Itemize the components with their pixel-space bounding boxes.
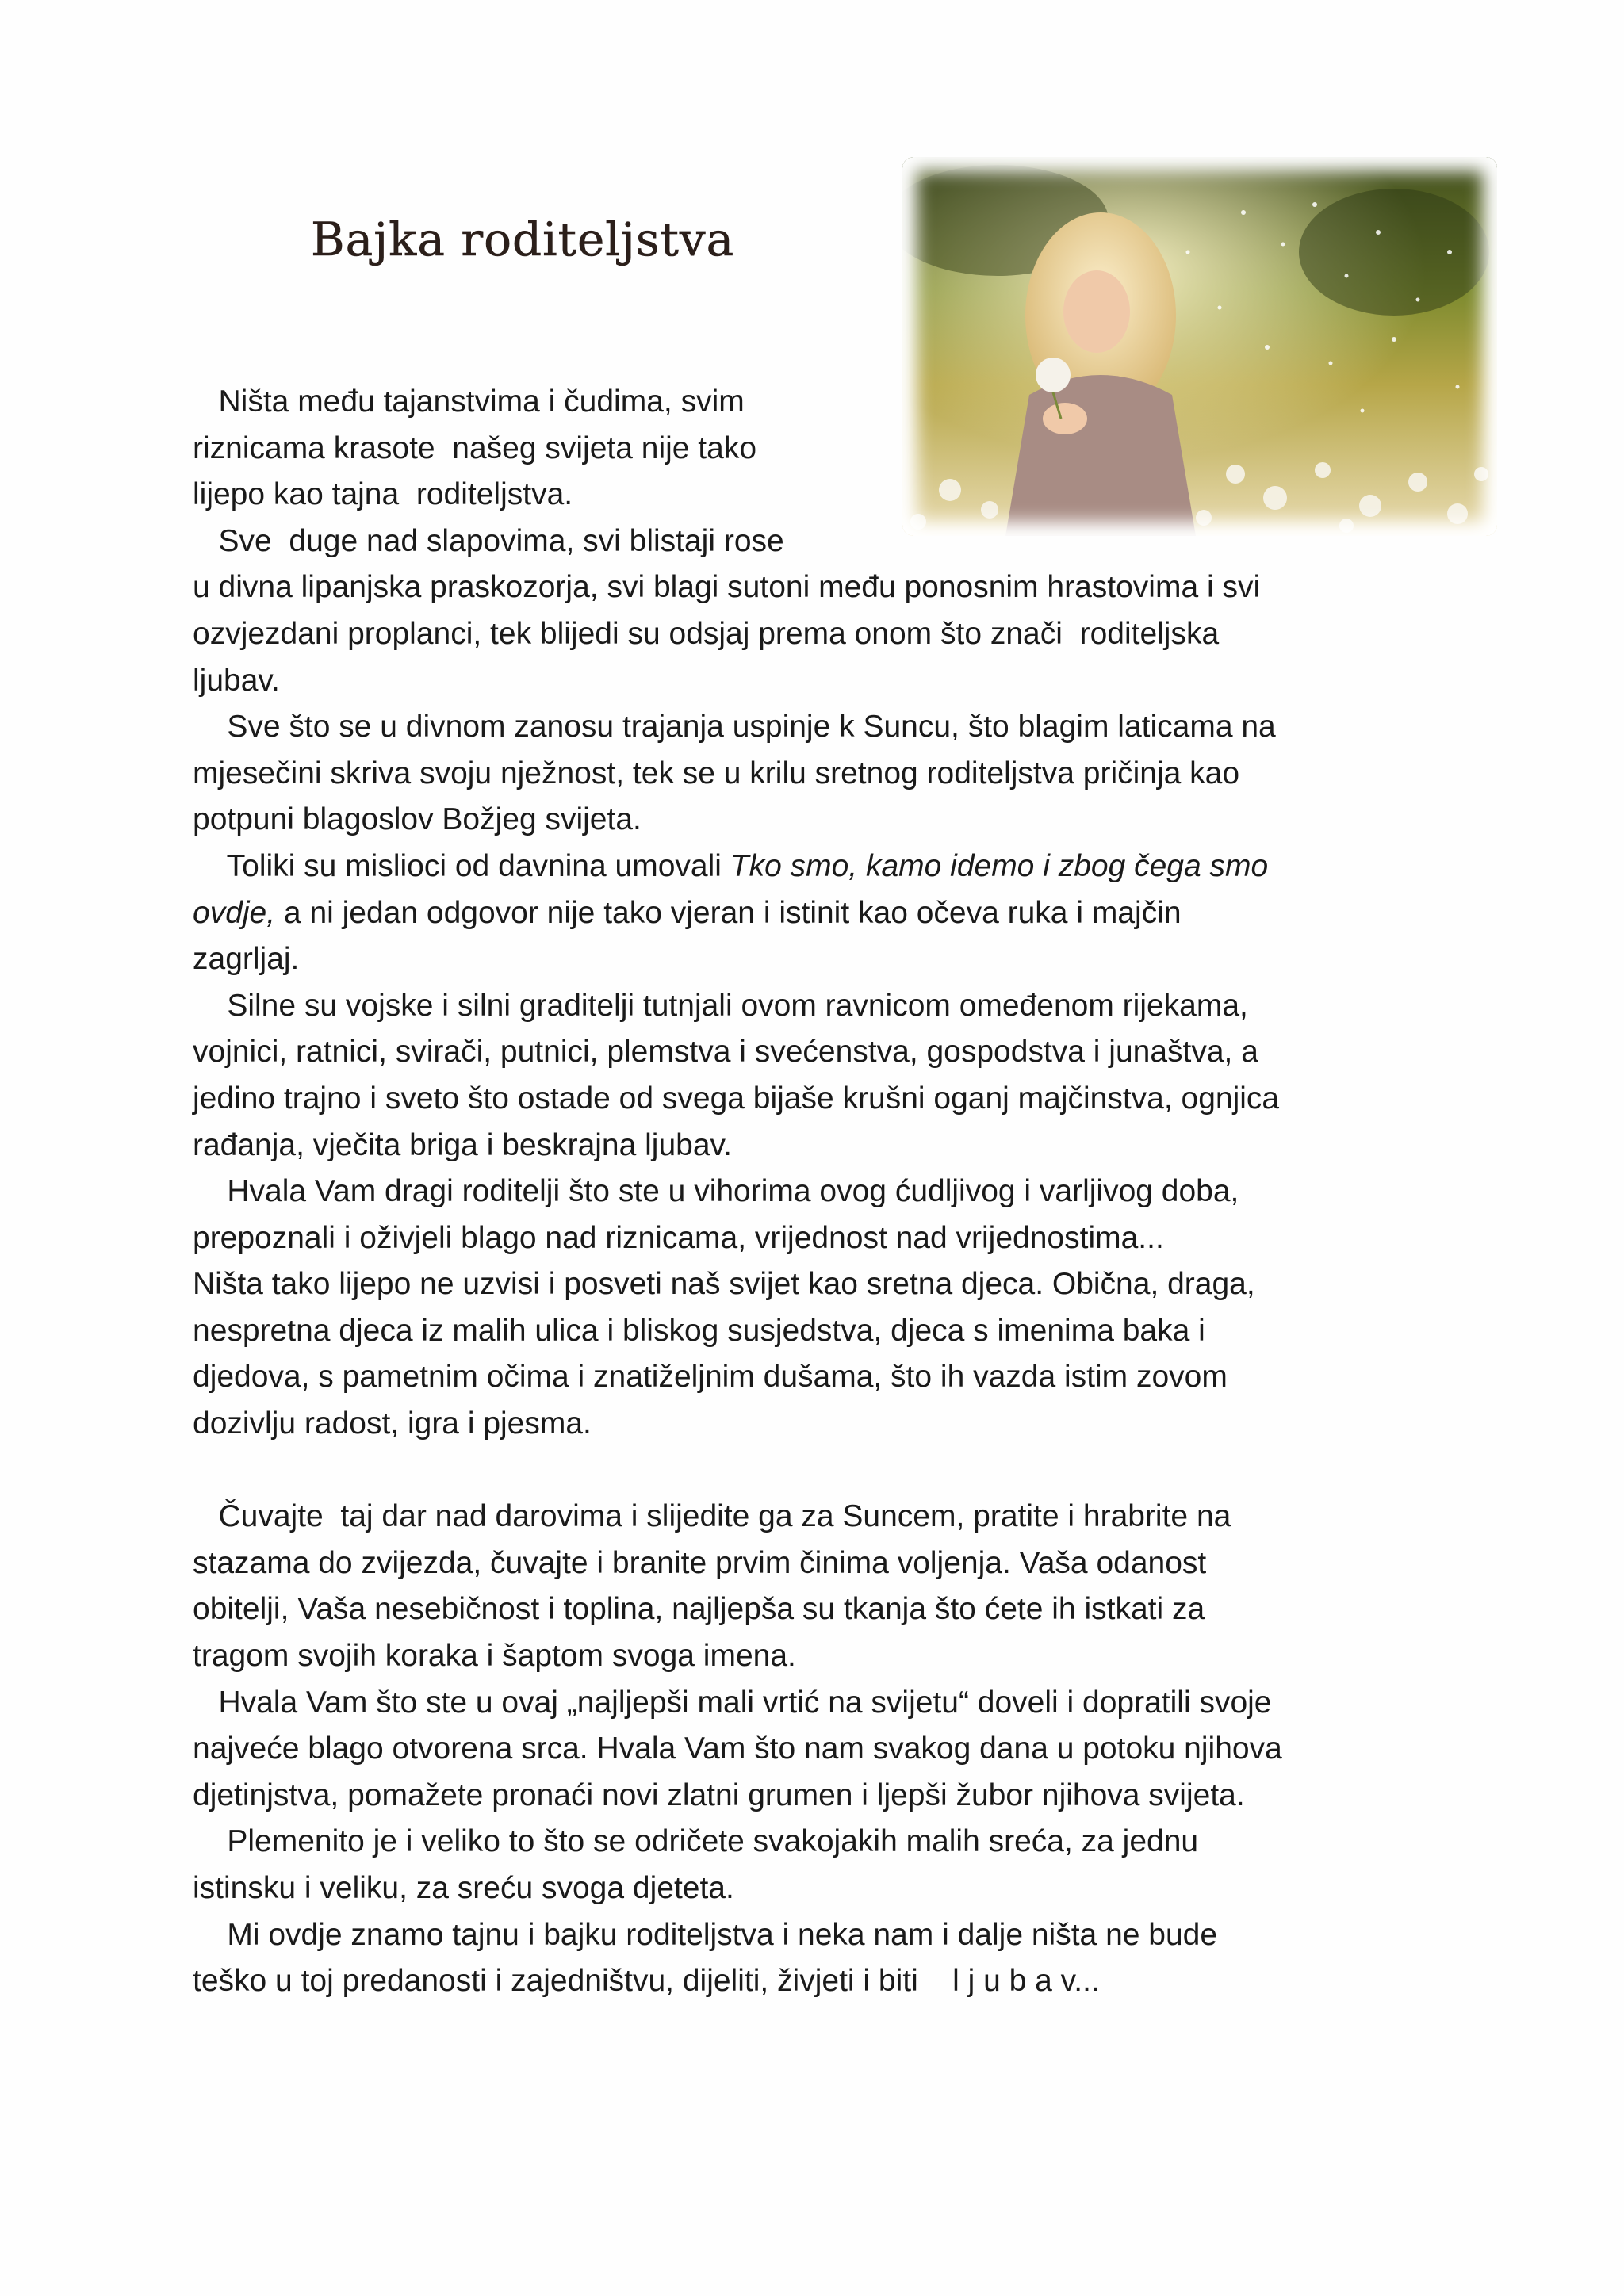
text-line: prepoznali i oživjeli blago nad riznicama, vrijednost nad vrijednostima... — [193, 1220, 1164, 1255]
text-line: Plemenito je i veliko to što se odričete svakojakih malih sreća, za jednu — [193, 1824, 1199, 1859]
italic-question-end: ovdje, — [193, 895, 276, 930]
text-line: ljubav. — [193, 663, 280, 698]
text-line: ozvjezdani proplanci, tek blijedi su odsjaj prema onom što znači roditeljska — [193, 616, 1220, 651]
text-line-mixed — [193, 844, 1446, 890]
italic-question: Tko smo, kamo idemo i zbog čega smo — [730, 848, 1269, 883]
text-line: Sve što se u divnom zanosu trajanja uspinje k Suncu, što blagim laticama na — [193, 710, 1276, 744]
text-line: Silne su vojske i silni graditelji tutnjali ovom ravnicom omeđenom rijekama, — [193, 988, 1248, 1023]
text-line: dozivlju radost, igra i pjesma. — [193, 1406, 592, 1441]
text-line: djedova, s pametnim očima i znatiželjnim dušama, što ih vazda istim zovom — [193, 1360, 1228, 1395]
text-segment: Toliki su mislioci od davnina umovali — [193, 848, 730, 883]
text-line: mjesečini skriva svoju nježnost, tek se u krilu sretnog roditeljstva pričinja kao — [193, 756, 1240, 790]
text-segment: a ni jedan odgovor nije tako vjeran i istinit kao očeva ruka i majčin — [275, 895, 1182, 930]
text-line: djetinjstva, pomažete pronaći novi zlatni grumen i ljepši žubor njihova svijeta. — [193, 1777, 1245, 1812]
text-line: potpuni blagoslov Božjeg svijeta. — [193, 802, 642, 837]
document-title: Bajka roditeljstva — [311, 212, 735, 266]
text-line: stazama do zvijezda, čuvajte i branite prvim činima voljenja. Vaša odanost — [193, 1545, 1207, 1580]
text-line: rađanja, vječita briga i beskrajna ljubav. — [193, 1127, 732, 1162]
text-line: vojnici, ratnici, svirači, putnici, plemstva i svećenstva, gospodstva i junaštva, a — [193, 1035, 1258, 1070]
document-body — [193, 379, 1446, 2005]
text-line: obitelji, Vaša nesebičnost i toplina, najljepša su tkanja što ćete ih istkati za — [193, 1592, 1205, 1627]
paragraph-gap — [193, 1448, 1446, 1494]
text-line: Ništa tako lijepo ne uzvisi i posveti naš svijet kao sretna djeca. Obična, draga, — [193, 1267, 1255, 1302]
text-line: Hvala Vam što ste u ovaj „najljepši mali vrtić na svijetu“ doveli i dopratili svoje — [193, 1685, 1272, 1720]
text-line: nespretna djeca iz malih ulica i bliskog susjedstva, djeca s imenima baka i — [193, 1313, 1205, 1348]
text-line: Ništa među tajanstvima i čudima, svim — [193, 385, 745, 419]
text-line: Mi ovdje znamo tajnu i bajku roditeljstva i neka nam i dalje ništa ne bude — [193, 1917, 1218, 1952]
text-line: najveće blago otvorena srca. Hvala Vam što nam svakog dana u potoku njihova — [193, 1732, 1282, 1766]
text-line-mixed — [193, 890, 1446, 937]
text-line: teško u toj predanosti i zajedništvu, dijeliti, živjeti i biti l j u b a v... — [193, 1964, 1100, 1999]
text-line: tragom svojih koraka i šaptom svoga imena. — [193, 1639, 796, 1674]
text-line: jedino trajno i sveto što ostade od svega bijaše krušni oganj majčinstva, ognjica — [193, 1081, 1280, 1115]
text-line: u divna lipanjska praskozorja, svi blagi sutoni među ponosnim hrastovima i svi — [193, 570, 1261, 605]
text-line: Čuvajte taj dar nad darovima i slijedite ga za Suncem, pratite i hrabrite na — [193, 1499, 1231, 1534]
text-line: zagrljaj. — [193, 942, 300, 977]
text-line: Sve duge nad slapovima, svi blistaji rose — [193, 523, 784, 558]
text-line: lijepo kao tajna roditeljstva. — [193, 477, 573, 512]
text-line: Hvala Vam dragi roditelji što ste u vihorima ovog ćudljivog i varljivog doba, — [193, 1174, 1239, 1209]
text-line: istinsku i veliku, za sreću svoga djeteta. — [193, 1871, 734, 1905]
text-line: riznicama krasote našeg svijeta nije tako — [193, 430, 757, 465]
